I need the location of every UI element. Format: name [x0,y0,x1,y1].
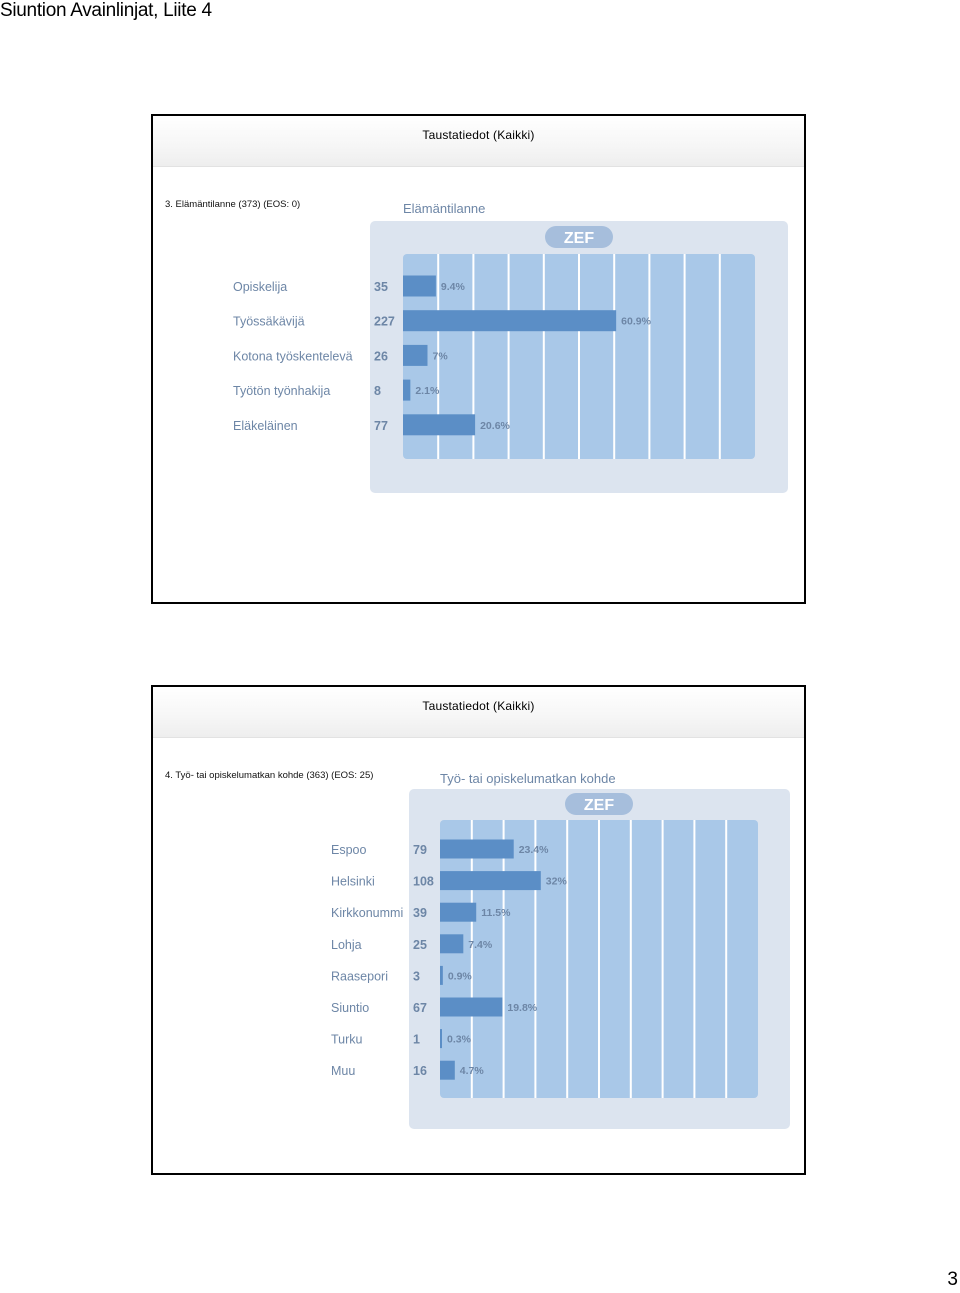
slide-title: Taustatiedot (Kaikki) [422,699,535,713]
count-label: 1 [413,1032,420,1047]
chart-matkan-kohde [153,687,804,1173]
value-label: 60.9% [621,315,651,328]
data-bar [403,380,410,401]
data-bar [440,966,443,985]
category-label: Turku [331,1032,363,1047]
count-label: 35 [374,280,388,294]
data-bar [403,276,436,297]
value-label: 0.9% [447,970,472,983]
count-label: 77 [374,418,388,433]
data-bar [440,903,476,922]
data-bar [403,310,616,331]
slide-elamantilanne [151,114,806,604]
chart-title: Elämäntilanne [403,201,486,216]
value-label: 20.6% [480,419,510,432]
value-label: 32% [545,875,567,888]
count-label: 227 [374,314,395,329]
value-label: 2.1% [415,385,440,398]
data-bar [440,871,541,890]
value-label: 19.8% [507,1002,538,1014]
data-bar [440,840,514,859]
category-label: Lohja [331,937,362,952]
page-number: 3 [947,1269,958,1290]
category-label: Opiskelija [233,280,288,294]
category-label: Siuntio [331,1001,370,1015]
slide-matkan-kohde [151,685,806,1175]
data-bar [440,1061,455,1080]
count-label: 26 [374,349,388,364]
category-label: Helsinki [331,874,375,889]
value-label: 23.4% [518,844,549,856]
value-label: 4.7% [459,1065,484,1078]
category-label: Työssäkävijä [233,314,305,329]
value-label: 11.5% [481,907,511,920]
value-label: 7.4% [468,938,493,951]
category-label: Kirkkonummi [331,906,404,921]
document-title: Siuntion Avainlinjat, Liite 4 [0,0,212,21]
count-label: 8 [374,384,381,399]
category-label: Eläkeläinen [233,418,298,433]
zef-logo-text: ZEF [563,230,595,247]
category-label: Kotona työskentelevä [233,349,353,364]
chart-elamantilanne [153,116,804,602]
zef-logo-text: ZEF [583,797,615,814]
count-label: 25 [413,937,427,952]
question-title: 3. Elämäntilanne (373) (EOS: 0) [165,199,301,210]
data-bar [440,934,463,953]
count-label: 16 [413,1064,427,1079]
category-label: Muu [331,1064,356,1079]
data-bar [403,345,428,366]
count-label: 39 [413,906,427,921]
question-title: 4. Työ- tai opiskelumatkan kohde (363) (EOS: 25) [165,770,374,781]
category-label: Raasepori [331,969,388,984]
slide-title: Taustatiedot (Kaikki) [422,128,535,142]
value-label: 7% [432,350,448,363]
data-bar [440,998,502,1017]
category-label: Espoo [331,843,367,857]
value-label: 9.4% [440,281,465,293]
count-label: 108 [413,874,434,889]
data-bar [440,1029,442,1048]
count-label: 79 [413,843,427,857]
chart-title: Työ- tai opiskelumatkan kohde [440,771,616,786]
data-bar [403,414,475,435]
count-label: 3 [413,969,420,984]
category-label: Työtön työnhakija [233,384,331,399]
count-label: 67 [413,1001,427,1015]
value-label: 0.3% [447,1033,471,1046]
